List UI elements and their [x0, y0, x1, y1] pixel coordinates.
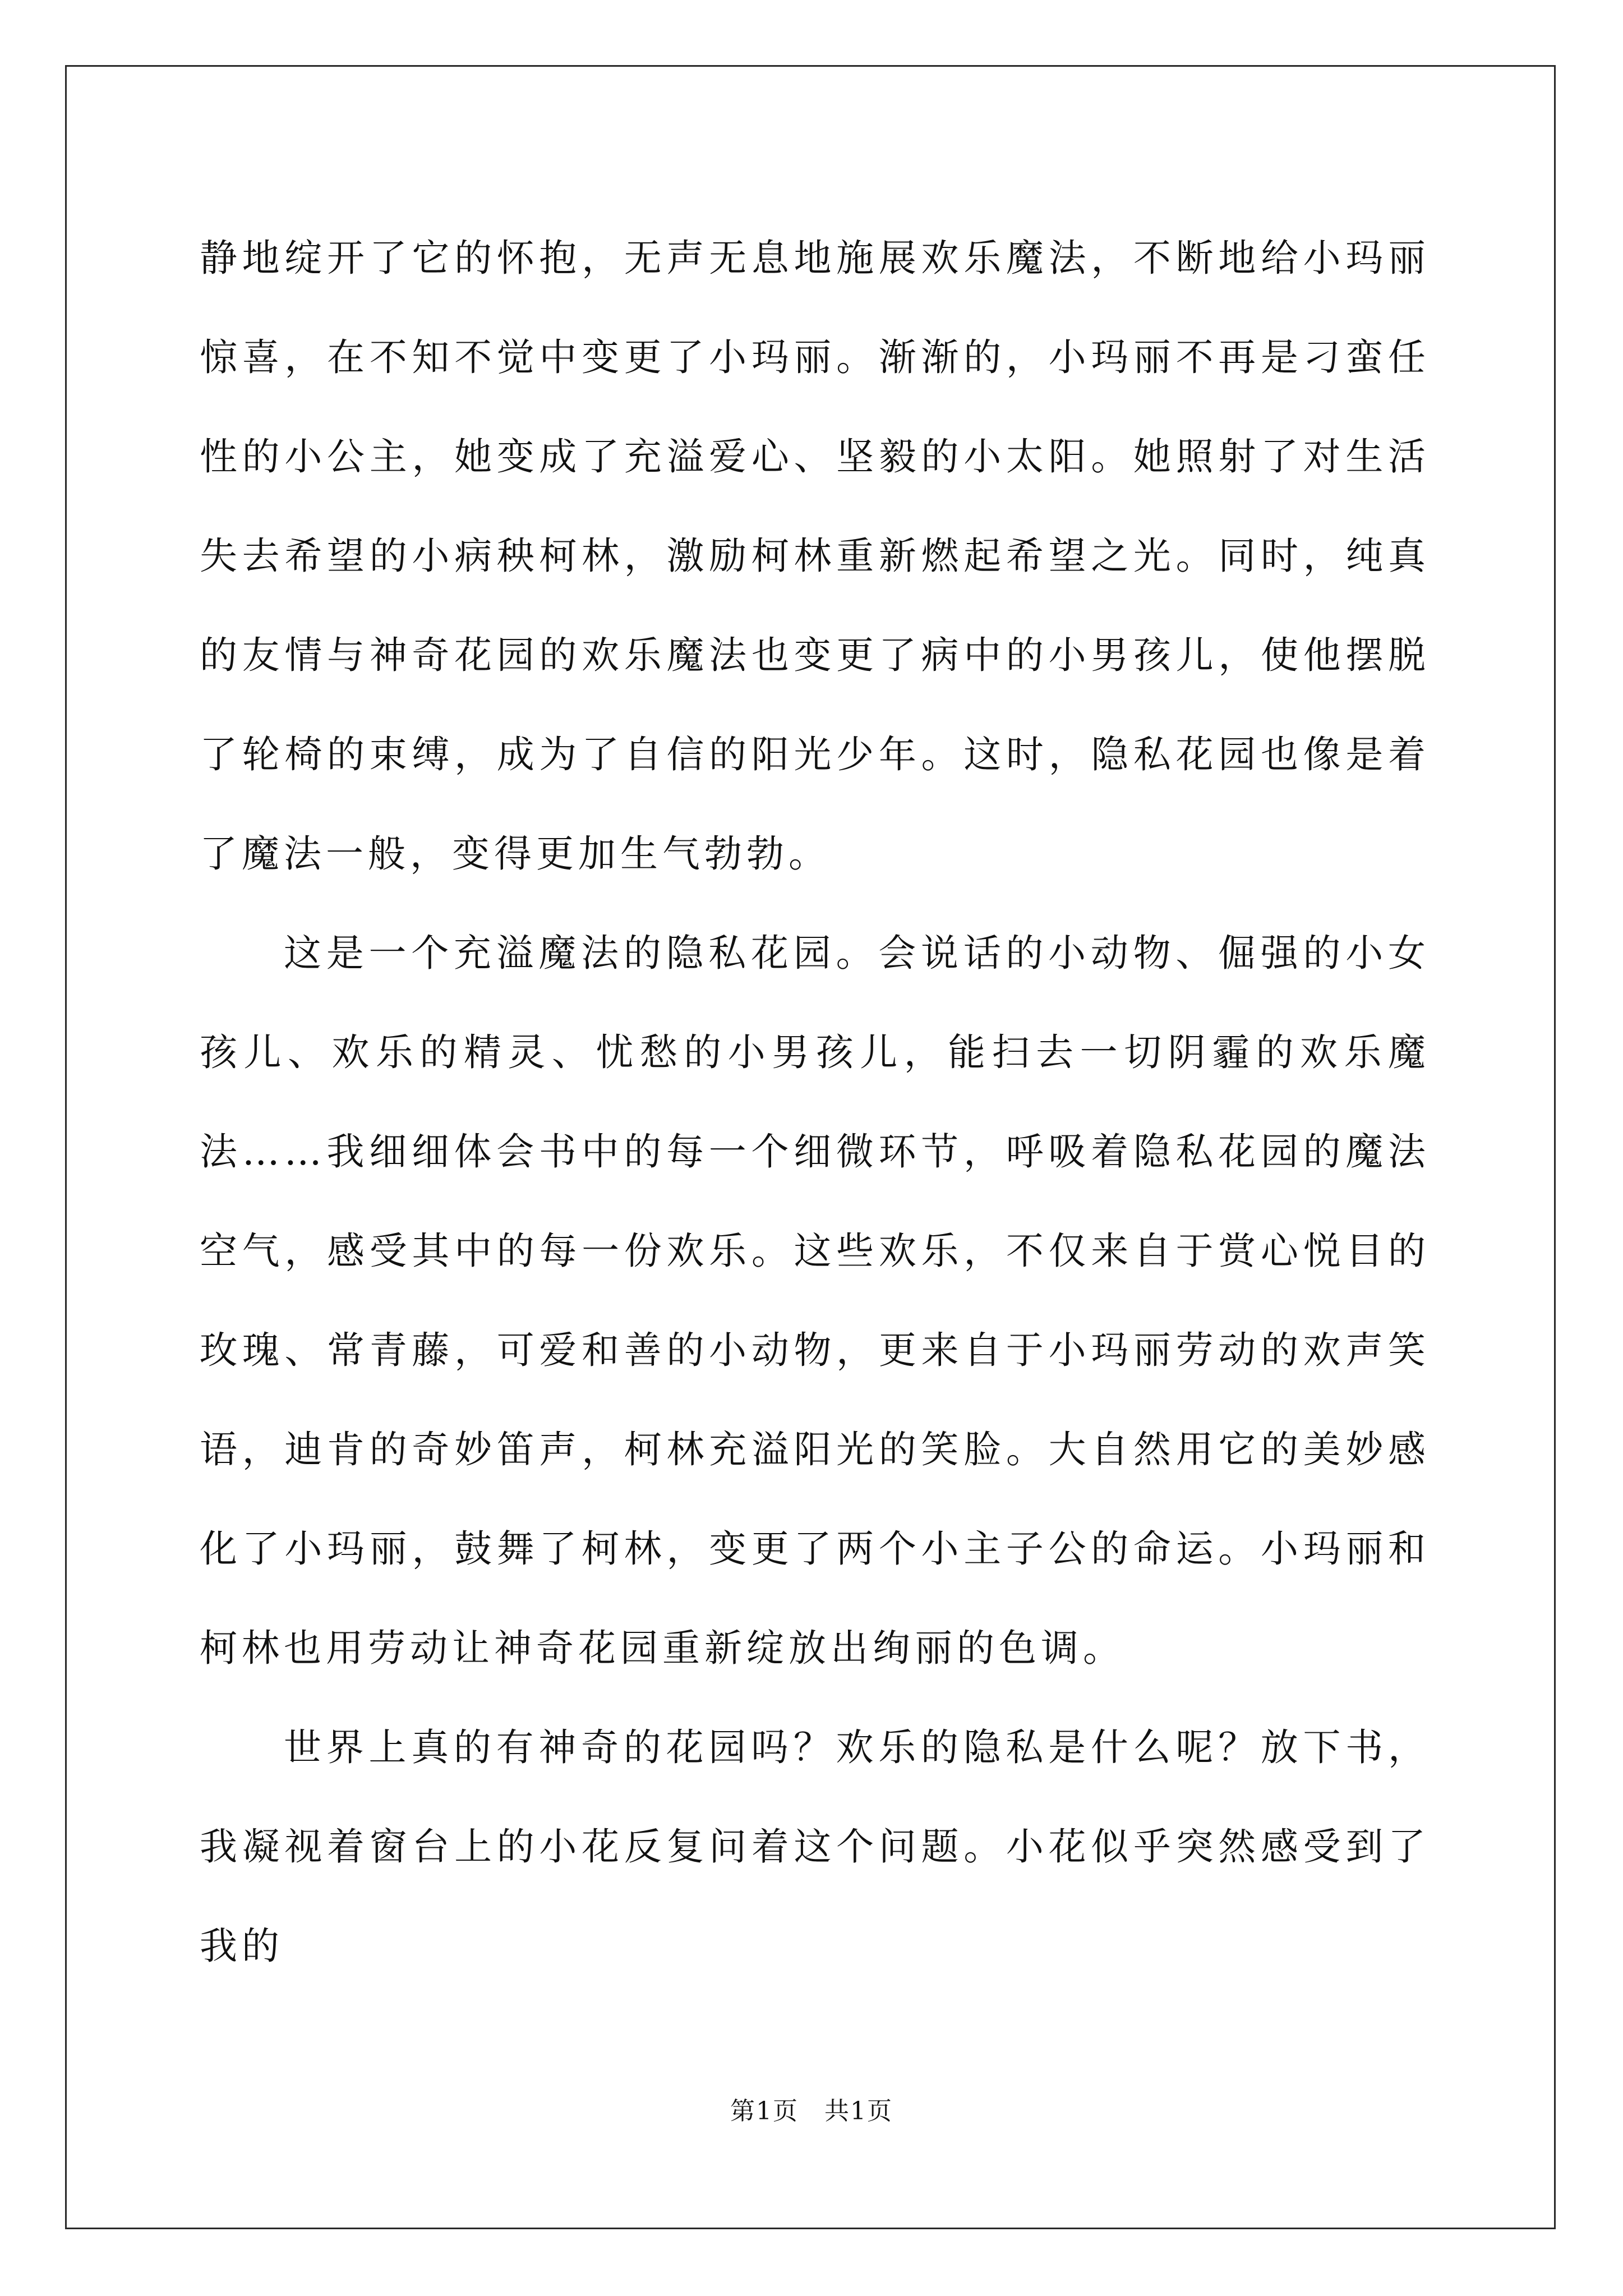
paragraph-3: 世界上真的有神奇的花园吗？欢乐的隐私是什么呢？放下书，我凝视着窗台上的小花反复问着这个问题。小花似乎突然感受到了我的 [200, 1726, 1430, 1968]
document-body [200, 209, 1430, 1996]
paragraph-2: 这是一个充溢魔法的隐私花园。会说话的小动物、倔强的小女孩儿、欢乐的精灵、忧愁的小男孩儿，能扫去一切阴霾的欢乐魔法……我细细体会书中的每一个细微环节，呼吸着隐私花园的魔法空气，感受其中的每一份欢乐。这些欢乐，不仅来自于赏心悦目的玫瑰、常青藤，可爱和善的小动物，更来自于小玛丽劳动的欢声笑语，迪肯的奇妙笛声，柯林充溢阳光的笑脸。大自然用它的美妙感化了小玛丽，鼓舞了柯林，变更了两个小主子公的命运。小玛丽和柯林也用劳动让神奇花园重新绽放出绚丽的色调。 [200, 931, 1430, 1670]
page-footer: 第1页 共1页 [730, 2097, 893, 2125]
paragraph-1: 静地绽开了它的怀抱，无声无息地施展欢乐魔法，不断地给小玛丽惊喜，在不知不觉中变更了小玛丽。渐渐的，小玛丽不再是刁蛮任性的小公主，她变成了充溢爱心、坚毅的小太阳。她照射了对生活失去希望的小病秧柯林，激励柯林重新燃起希望之光。同时，纯真的友情与神奇花园的欢乐魔法也变更了病中的小男孩儿，使他摆脱了轮椅的束缚，成为了自信的阳光少年。这时，隐私花园也像是着了魔法一般，变得更加生气勃勃。 [200, 236, 1430, 876]
